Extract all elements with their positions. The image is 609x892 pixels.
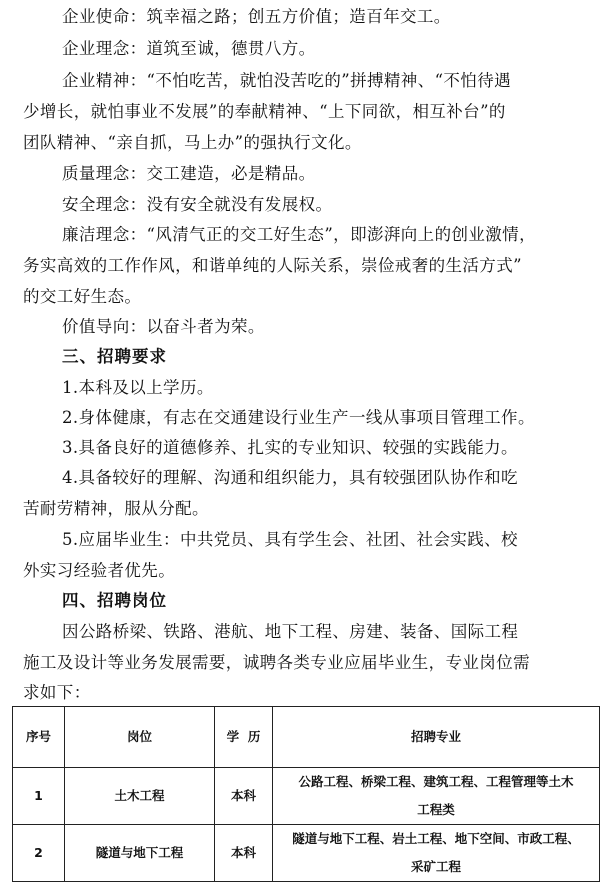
cell-major-line: 隧道与地下工程、岩土工程、地下空间、市政工程、	[292, 831, 580, 846]
requirement-item: 3.具备良好的道德修养、扎实的专业知识、较强的实践能力。	[62, 438, 518, 457]
positions-intro-line1: 因公路桥梁、铁路、港航、地下工程、房建、装备、国际工程	[62, 622, 519, 641]
header-no: 序号	[13, 707, 65, 768]
cell-major-line: 采矿工程	[410, 859, 461, 874]
positions-intro-line3: 求如下：	[23, 683, 91, 702]
section-heading-positions: 四、招聘岗位	[62, 591, 167, 610]
section-heading-requirements: 三、招聘要求	[62, 347, 167, 366]
integrity-text-line3: 的交工好生态。	[23, 287, 142, 306]
cell-position: 隧道与地下工程	[65, 825, 215, 882]
requirement-item-continued: 苦耐劳精神，服从分配。	[23, 499, 209, 518]
header-education: 学 历	[215, 707, 273, 768]
positions-table	[12, 706, 600, 882]
cell-position: 土木工程	[65, 768, 215, 825]
table-row	[13, 825, 600, 882]
mission-text: 企业使命：筑幸福之路；创五方价值；造百年交工。	[62, 7, 451, 26]
safety-text: 安全理念：没有安全就没有发展权。	[62, 195, 333, 214]
quality-text: 质量理念：交工建造，必是精品。	[62, 164, 316, 183]
requirement-item: 4.具备较好的理解、沟通和组织能力，具有较强团队协作和吃	[62, 468, 518, 487]
integrity-text-line1: 廉洁理念：“风清气正的交工好生态”，即澎湃向上的创业激情，	[62, 225, 536, 244]
cell-major-line: 公路工程、桥梁工程、建筑工程、工程管理等土木	[298, 774, 574, 789]
integrity-text-line2: 务实高效的工作作风，和谐单纯的人际关系，崇俭戒奢的生活方式”	[23, 256, 522, 275]
cell-major	[273, 768, 600, 825]
spirit-text-line3: 团队精神、“亲自抓，马上办”的强执行文化。	[23, 133, 362, 152]
table-header-row	[13, 707, 600, 768]
cell-no: 1	[13, 768, 65, 825]
cell-education: 本科	[215, 768, 273, 825]
requirement-item: 1.本科及以上学历。	[62, 378, 214, 397]
cell-no: 2	[13, 825, 65, 882]
positions-intro-line2: 施工及设计等业务发展需要，诚聘各类专业应届毕业生，专业岗位需	[23, 653, 530, 672]
philosophy-text: 企业理念：道筑至诚，德贯八方。	[62, 39, 316, 58]
requirement-item-continued: 外实习经验者优先。	[23, 561, 176, 580]
cell-education: 本科	[215, 825, 273, 882]
requirement-item: 5.应届毕业生：中共党员、具有学生会、社团、社会实践、校	[62, 530, 518, 549]
header-position: 岗位	[65, 707, 215, 768]
requirement-item: 2.身体健康，有志在交通建设行业生产一线从事项目管理工作。	[62, 408, 535, 427]
spirit-text-line2: 少增长，就怕事业不发展”的奉献精神、“上下同欲，相互补台”的	[23, 102, 506, 121]
spirit-text-line1: 企业精神：“不怕吃苦，就怕没苦吃的”拼搏精神、“不怕待遇	[62, 71, 512, 90]
cell-major	[273, 825, 600, 882]
value-text: 价值导向：以奋斗者为荣。	[62, 317, 265, 336]
header-major: 招聘专业	[273, 707, 600, 768]
cell-major-line: 工程类	[417, 802, 455, 817]
table-row	[13, 768, 600, 825]
